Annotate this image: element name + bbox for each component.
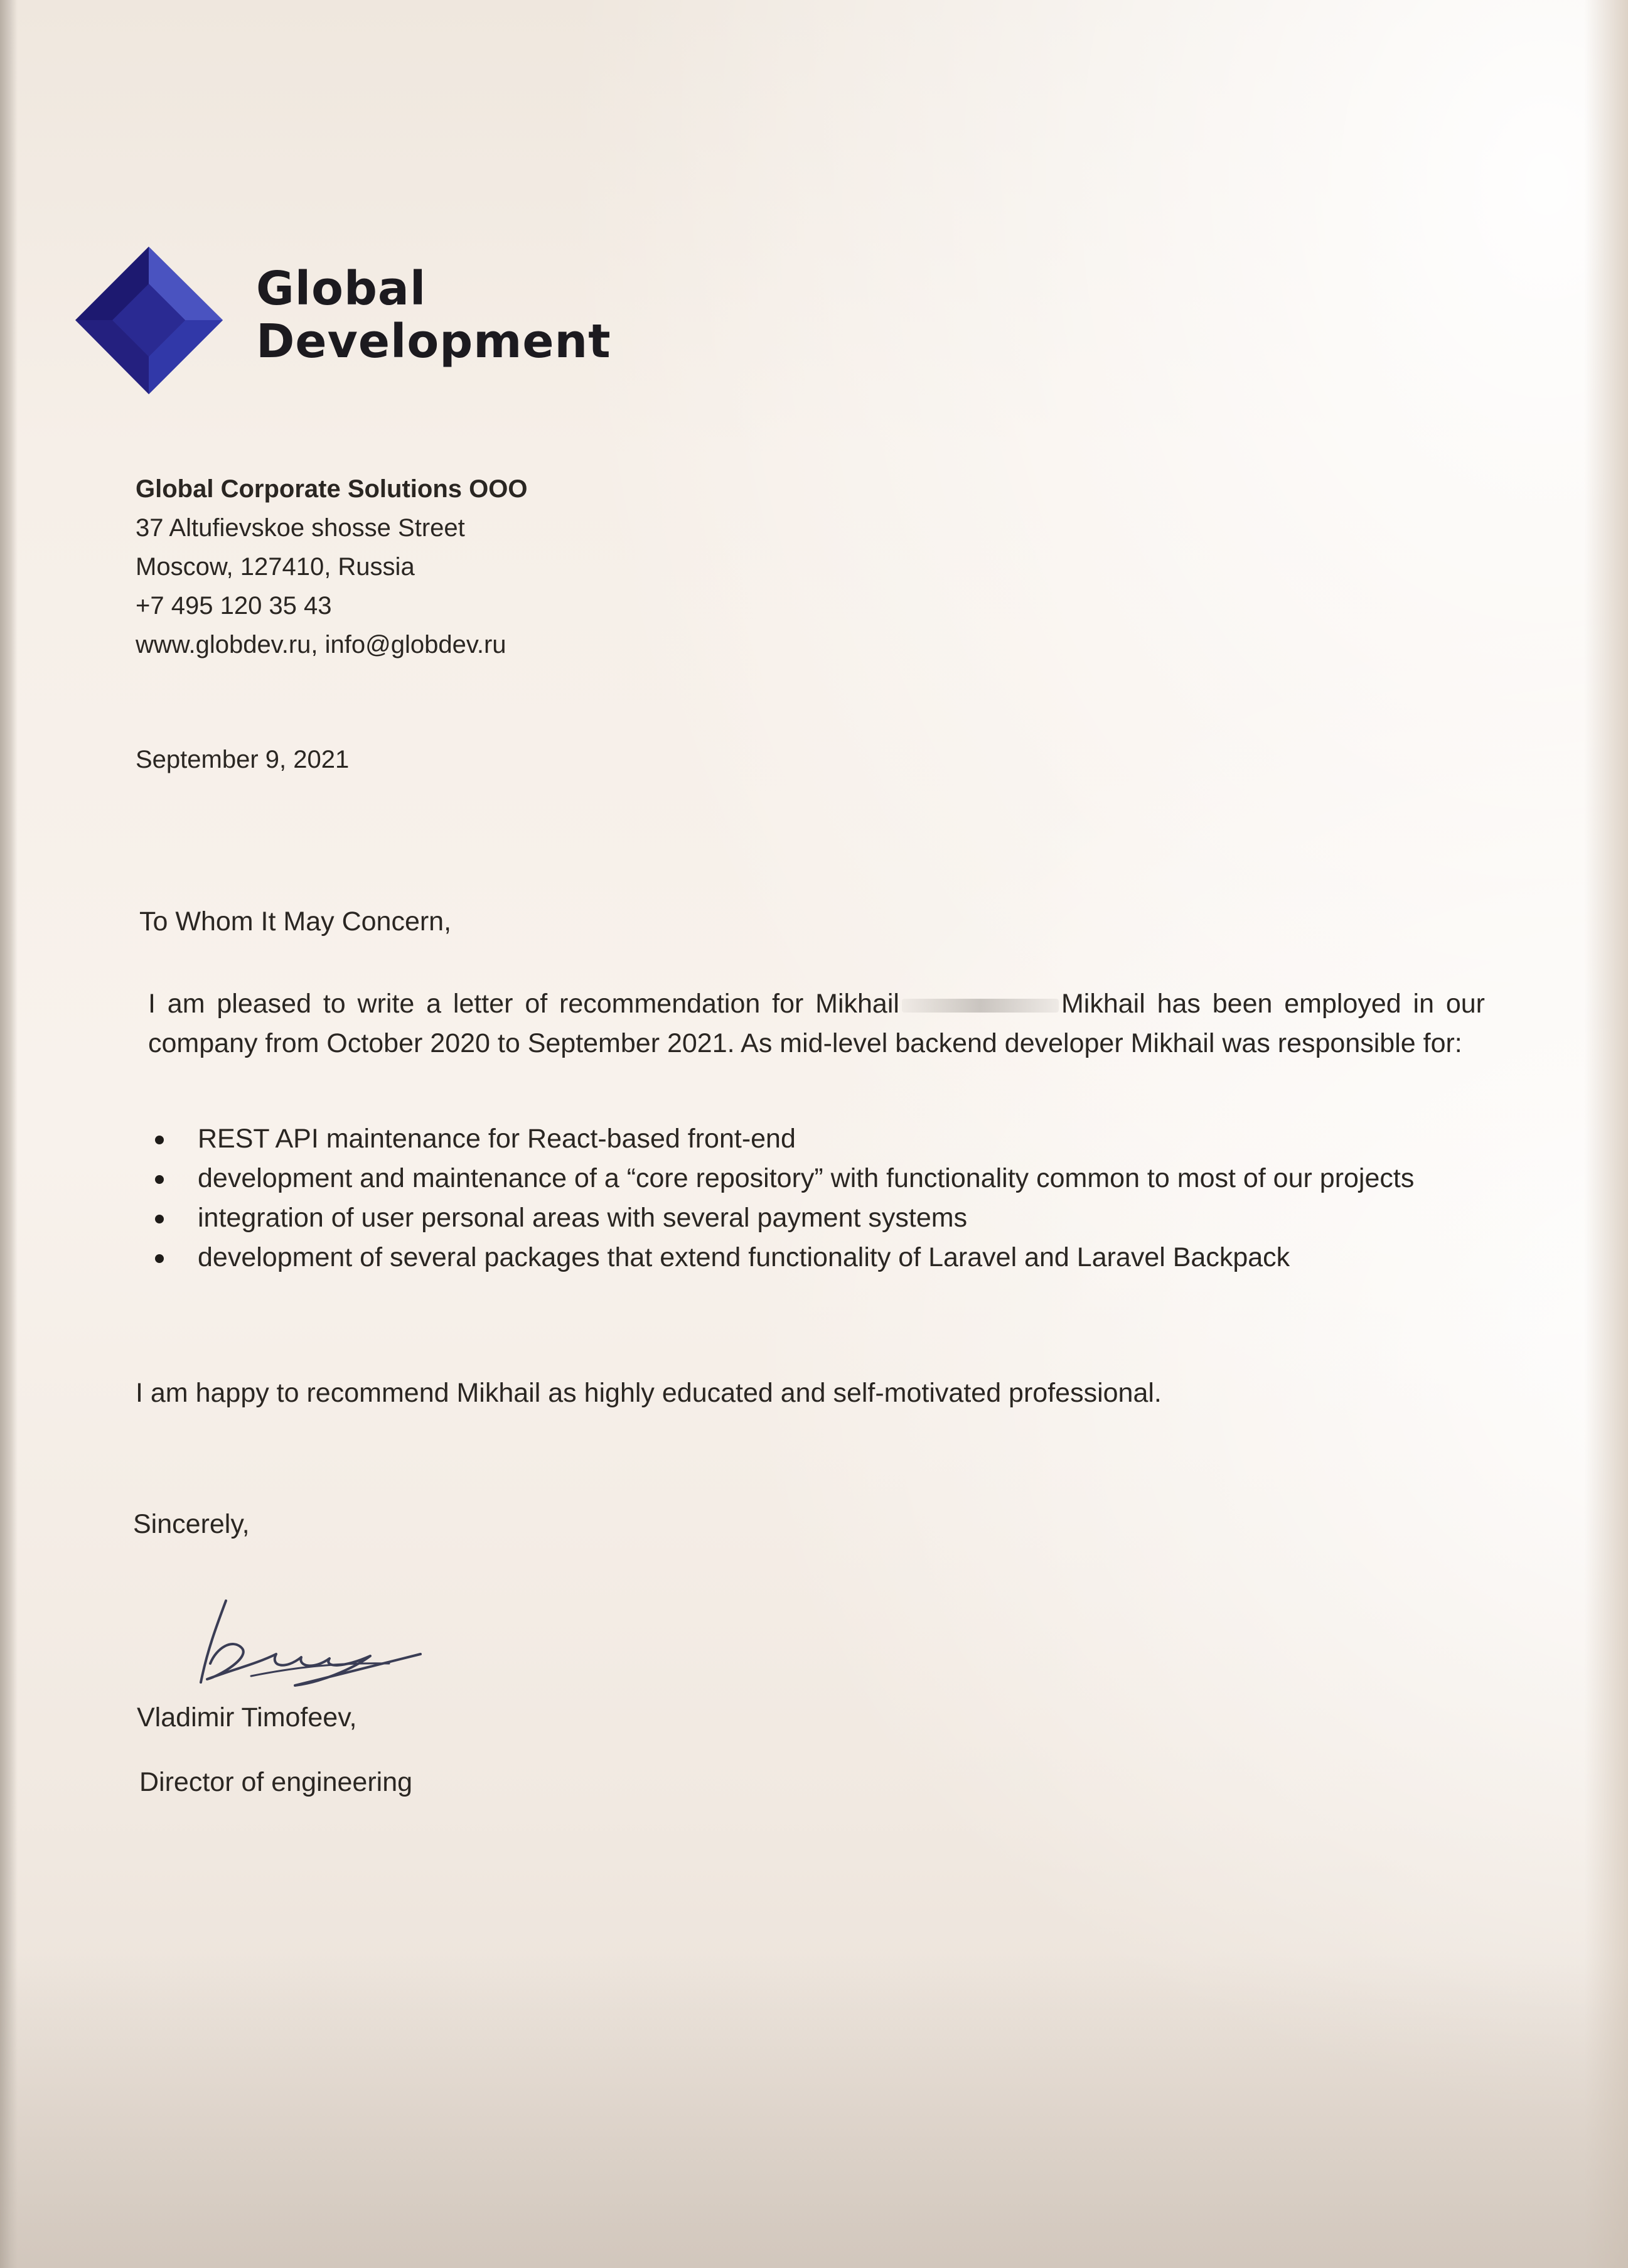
sender-address bbox=[136, 470, 527, 664]
list-item: development and maintenance of a “core repository” with functionality common to most of our projects bbox=[141, 1159, 1484, 1198]
logo-line-2: Development bbox=[256, 314, 611, 368]
phone-number: +7 495 120 35 43 bbox=[136, 592, 332, 620]
paper-shadow bbox=[0, 1954, 1628, 2268]
salutation: To Whom It May Concern, bbox=[139, 906, 452, 937]
city-address: Moscow, 127410, Russia bbox=[136, 553, 415, 581]
paper-edge-right bbox=[1584, 0, 1628, 2268]
street-address: 37 Altufievskoe shosse Street bbox=[136, 514, 465, 542]
redacted-surname bbox=[902, 999, 1059, 1013]
intro-paragraph bbox=[148, 984, 1485, 1063]
signer-name: Vladimir Timofeev, bbox=[137, 1702, 357, 1733]
letter-date: September 9, 2021 bbox=[136, 746, 350, 773]
company-logo-text bbox=[256, 262, 611, 368]
list-item: development of several packages that extend functionality of Laravel and Laravel Backpack bbox=[141, 1238, 1484, 1277]
diamond-logo-icon bbox=[72, 244, 226, 397]
web-contact: www.globdev.ru, info@globdev.ru bbox=[136, 631, 506, 658]
paper-edge-left bbox=[0, 0, 18, 2268]
list-item: REST API maintenance for React-based front-end bbox=[141, 1119, 1484, 1159]
responsibilities-list bbox=[141, 1119, 1484, 1277]
recommendation-statement: I am happy to recommend Mikhail as highly educated and self-motivated professional. bbox=[136, 1378, 1162, 1408]
company-name: Global Corporate Solutions OOO bbox=[136, 475, 528, 503]
closing: Sincerely, bbox=[133, 1509, 250, 1539]
handwritten-signature bbox=[182, 1588, 433, 1695]
signer-title: Director of engineering bbox=[139, 1767, 413, 1797]
logo-line-1: Global bbox=[256, 262, 427, 316]
intro-text-end: Mikhail has been employed in our company from October 2020 to September 2021. As mid-level backend developer Mikhail was responsible for: bbox=[148, 989, 1485, 1058]
list-item: integration of user personal areas with several payment systems bbox=[141, 1198, 1484, 1238]
intro-text-start: I am pleased to write a letter of recommendation for Mikhail bbox=[148, 989, 899, 1019]
